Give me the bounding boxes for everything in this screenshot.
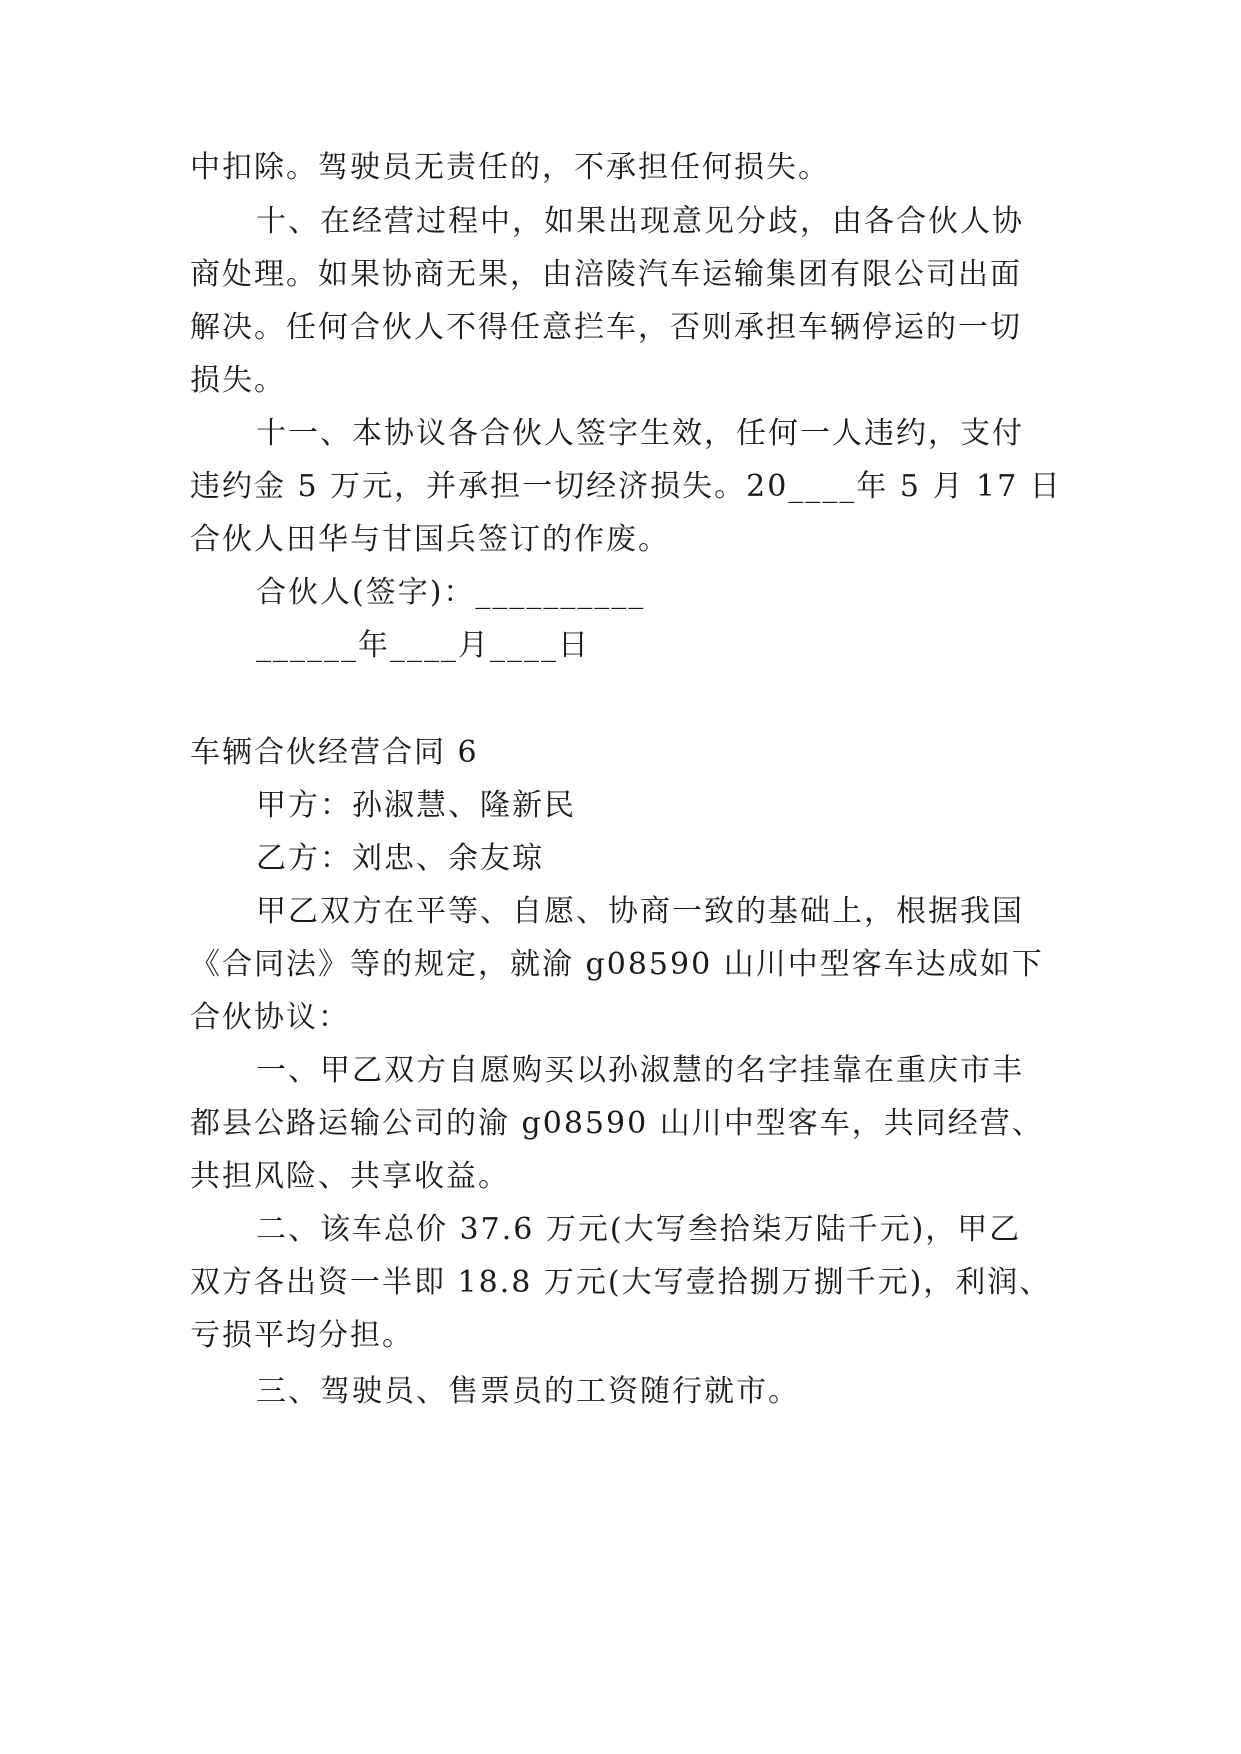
party-a-line: 甲方：孙淑慧、隆新民 <box>256 788 576 823</box>
text-line: 合伙人田华与甘国兵签订的作废。 <box>190 522 670 557</box>
text-line: 二、该车总价 37.6 万元(大写叁拾柒万陆千元)，甲乙 <box>256 1212 1022 1247</box>
signature-line: 合伙人(签字)：__________ <box>256 575 646 610</box>
section-title: 车辆合伙经营合同 6 <box>190 735 479 770</box>
party-b-line: 乙方：刘忠、余友琼 <box>256 841 544 876</box>
text-line: 甲乙双方在平等、自愿、协商一致的基础上，根据我国 <box>256 894 1024 929</box>
text-line: 共担风险、共享收益。 <box>190 1159 510 1194</box>
date-line: ______年____月____日 <box>256 628 590 663</box>
text-line: 一、甲乙双方自愿购买以孙淑慧的名字挂靠在重庆市丰 <box>256 1053 1024 1088</box>
text-line: 合伙协议： <box>190 1000 350 1035</box>
text-line: 十一、本协议各合伙人签字生效，任何一人违约，支付 <box>256 416 1024 451</box>
text-line: 三、驾驶员、售票员的工资随行就市。 <box>256 1374 800 1409</box>
text-line: 损失。 <box>190 363 286 398</box>
text-line: 中扣除。驾驶员无责任的，不承担任何损失。 <box>190 150 830 185</box>
text-line: 商处理。如果协商无果，由涪陵汽车运输集团有限公司出面 <box>190 257 1022 292</box>
text-line: 双方各出资一半即 18.8 万元(大写壹拾捌万捌千元)，利润、 <box>190 1265 1052 1300</box>
text-line: 解决。任何合伙人不得任意拦车，否则承担车辆停运的一切 <box>190 310 1022 345</box>
text-line: 都县公路运输公司的渝 g08590 山川中型客车，共同经营、 <box>190 1106 1044 1141</box>
text-line: 十、在经营过程中，如果出现意见分歧，由各合伙人协 <box>256 204 1024 239</box>
text-line: 《合同法》等的规定，就渝 g08590 山川中型客车达成如下 <box>190 947 1044 982</box>
text-line: 亏损平均分担。 <box>190 1318 414 1353</box>
text-line: 违约金 5 万元，并承担一切经济损失。20____年 5 月 17 日 <box>190 469 1062 504</box>
